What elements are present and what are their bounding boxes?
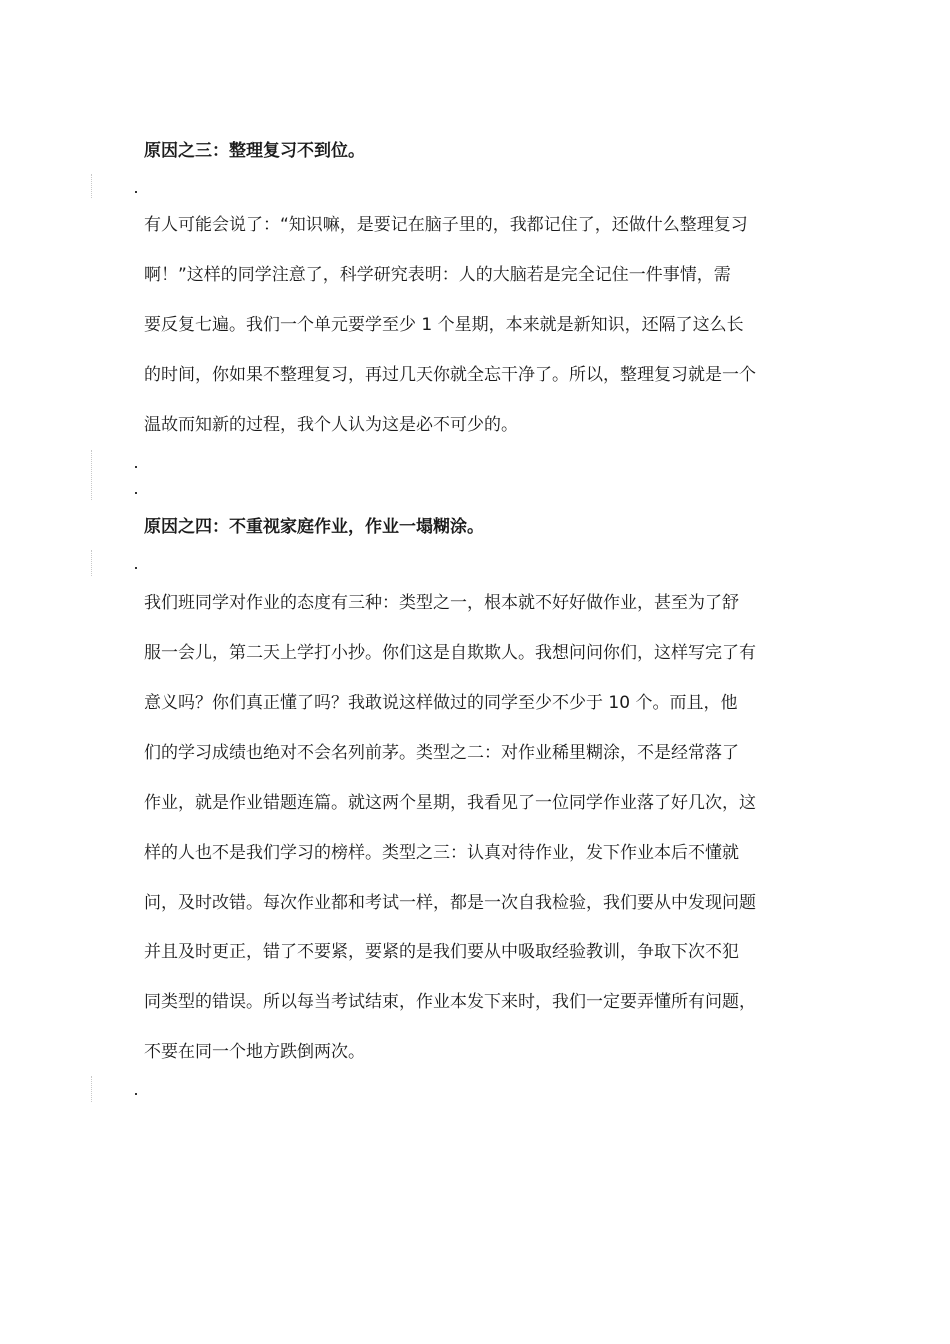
paragraph-line: 作业，就是作业错题连篇。就这两个星期，我看见了一位同学作业落了好几次，这 (144, 793, 756, 813)
paragraph-margin-mark (91, 1076, 92, 1102)
section-heading-reason-four: 原因之四：不重视家庭作业，作业一塌糊涂。 (144, 517, 484, 537)
paragraph-line: 的时间，你如果不整理复习，再过几天你就全忘干净了。所以，整理复习就是一个 (144, 365, 756, 385)
paragraph-margin-mark (91, 450, 92, 500)
paragraph-line: 并且及时更正，错了不要紧，要紧的是我们要从中吸取经验教训，争取下次不犯 (144, 942, 739, 962)
paragraph-line: 温故而知新的过程，我个人认为这是必不可少的。 (144, 415, 518, 435)
paragraph-margin-mark (91, 174, 92, 198)
paragraph-line: 意义吗？你们真正懂了吗？我敢说这样做过的同学至少不少于 10 个。而且，他 (144, 693, 738, 713)
section-heading-reason-three: 原因之三：整理复习不到位。 (144, 141, 365, 161)
paragraph-line: 要反复七遍。我们一个单元要学至少 1 个星期，本来就是新知识，还隔了这么长 (144, 315, 744, 335)
paragraph-line: 不要在同一个地方跌倒两次。 (144, 1042, 365, 1062)
empty-paragraph-marker (135, 466, 137, 468)
paragraph-line: 样的人也不是我们学习的榜样。类型之三：认真对待作业，发下作业本后不懂就 (144, 843, 739, 863)
empty-paragraph-marker (135, 492, 137, 494)
paragraph-line: 啊！”这样的同学注意了，科学研究表明：人的大脑若是完全记住一件事情，需 (144, 265, 731, 285)
empty-paragraph-marker (135, 567, 137, 569)
paragraph-line: 们的学习成绩也绝对不会名列前茅。类型之二：对作业稀里糊涂，不是经常落了 (144, 743, 739, 763)
paragraph-line: 有人可能会说了：“知识嘛，是要记在脑子里的，我都记住了，还做什么整理复习 (144, 215, 748, 235)
paragraph-line: 我们班同学对作业的态度有三种：类型之一，根本就不好好做作业，甚至为了舒 (144, 593, 739, 613)
empty-paragraph-marker (135, 1093, 137, 1095)
paragraph-margin-mark (91, 550, 92, 576)
paragraph-line: 问，及时改错。每次作业都和考试一样，都是一次自我检验，我们要从中发现问题 (144, 893, 756, 913)
paragraph-line: 同类型的错误。所以每当考试结束，作业本发下来时，我们一定要弄懂所有问题， (144, 992, 756, 1012)
empty-paragraph-marker (135, 191, 137, 193)
paragraph-line: 服一会儿，第二天上学打小抄。你们这是自欺欺人。我想问问你们，这样写完了有 (144, 643, 756, 663)
